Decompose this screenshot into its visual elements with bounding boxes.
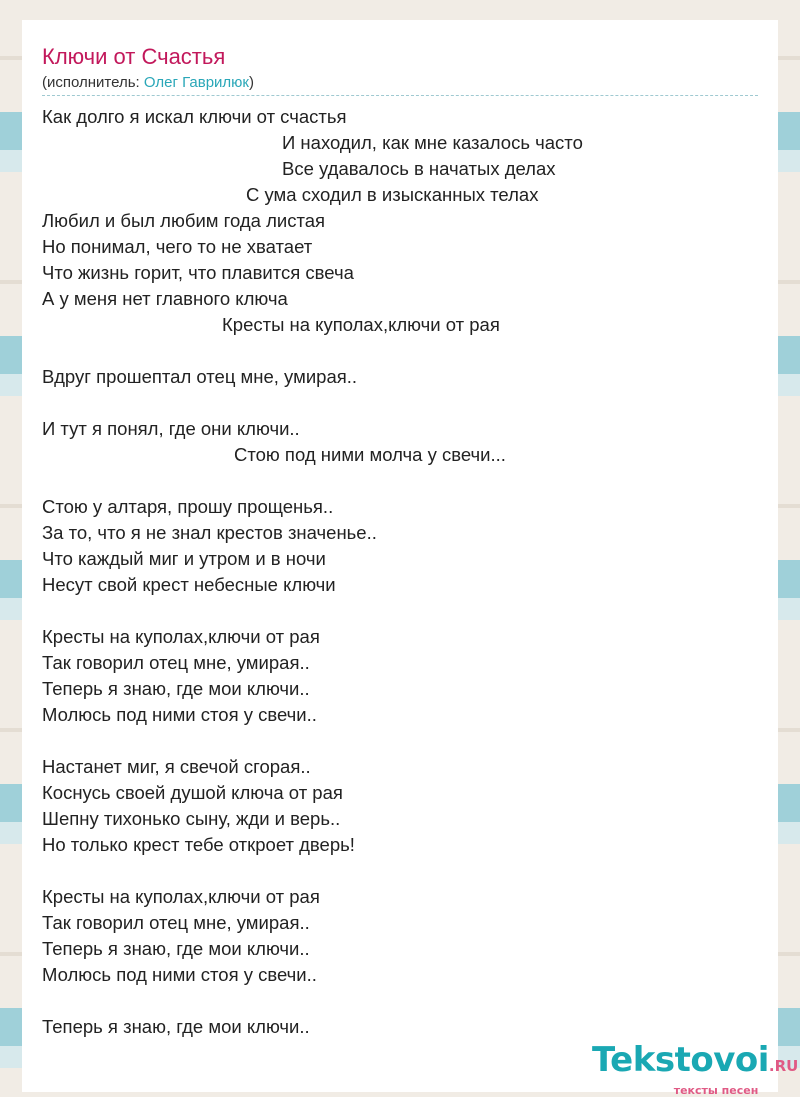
artist-suffix: )	[249, 74, 254, 91]
stanza-gap	[42, 858, 758, 884]
lyric-line: Так говорил отец мне, умирая..	[42, 912, 310, 933]
lyric-line: Теперь я знаю, где мои ключи..	[42, 938, 310, 959]
lyric-line: Молюсь под ними стоя у свечи..	[42, 964, 317, 985]
lyric-line: Что каждый миг и утром и в ночи	[42, 548, 326, 569]
lyric-line: Так говорил отец мне, умирая..	[42, 652, 310, 673]
lyric-line: Как долго я искал ключи от счастья	[42, 106, 347, 127]
logo-tagline: тексты песен	[673, 1084, 759, 1097]
stanza-gap	[42, 338, 758, 364]
lyric-line: Кресты на куполах,ключи от рая	[42, 886, 320, 907]
site-logo[interactable]	[592, 1040, 798, 1096]
lyric-line: Несут свой крест небесные ключи	[42, 574, 336, 595]
lyric-line: Вдруг прошептал отец мне, умирая..	[42, 366, 358, 387]
lyric-line: Настанет миг, я свечой сгорая..	[42, 756, 311, 777]
song-title: Ключи от Счастья	[42, 44, 226, 69]
lyric-line: Теперь я знаю, где мои ключи..	[42, 1016, 310, 1037]
stanza-gap	[42, 598, 758, 624]
logo-wordmark: Tekstovoi	[592, 1040, 769, 1080]
lyric-line: За то, что я не знал крестов значенье..	[42, 522, 377, 543]
lyric-line: А у меня нет главного ключа	[42, 288, 288, 309]
lyrics-text	[42, 104, 758, 1040]
lyric-line: Что жизнь горит, что плавится свеча	[42, 262, 354, 283]
dashed-divider	[42, 95, 758, 96]
lyric-line: Все удавалось в начатых делах	[282, 158, 556, 179]
lyric-line: Молюсь под ними стоя у свечи..	[42, 704, 317, 725]
lyric-line: Кресты на куполах,ключи от рая	[42, 626, 320, 647]
lyric-line: Стою под ними молча у свечи...	[234, 444, 506, 465]
lyric-line: И тут я понял, где они ключи..	[42, 418, 300, 439]
stanza-gap	[42, 468, 758, 494]
lyric-line: Теперь я знаю, где мои ключи..	[42, 678, 310, 699]
lyric-line: И находил, как мне казалось часто	[282, 132, 583, 153]
lyric-line: Любил и был любим года листая	[42, 210, 326, 231]
logo-domain: .RU	[768, 1057, 799, 1075]
lyric-line: С ума сходил в изысканных телах	[246, 184, 539, 205]
stanza-gap	[42, 728, 758, 754]
lyric-line: Но понимал, чего то не хватает	[42, 236, 313, 257]
lyrics-card	[22, 20, 799, 1097]
artist-line	[42, 74, 254, 91]
lyric-line: Но только крест тебе откроет дверь!	[42, 834, 355, 855]
stanza-gap	[42, 390, 758, 416]
lyric-line: Коснусь своей душой ключа от рая	[42, 782, 343, 803]
stanza-gap	[42, 988, 758, 1014]
artist-link[interactable]: Олег Гаврилюк	[143, 74, 249, 91]
artist-prefix: (исполнитель:	[42, 74, 144, 91]
lyric-line: Кресты на куполах,ключи от рая	[222, 314, 500, 335]
lyric-line: Шепну тихонько сыну, жди и верь..	[42, 808, 341, 829]
lyric-line: Стою у алтаря, прошу прощенья..	[42, 496, 334, 517]
